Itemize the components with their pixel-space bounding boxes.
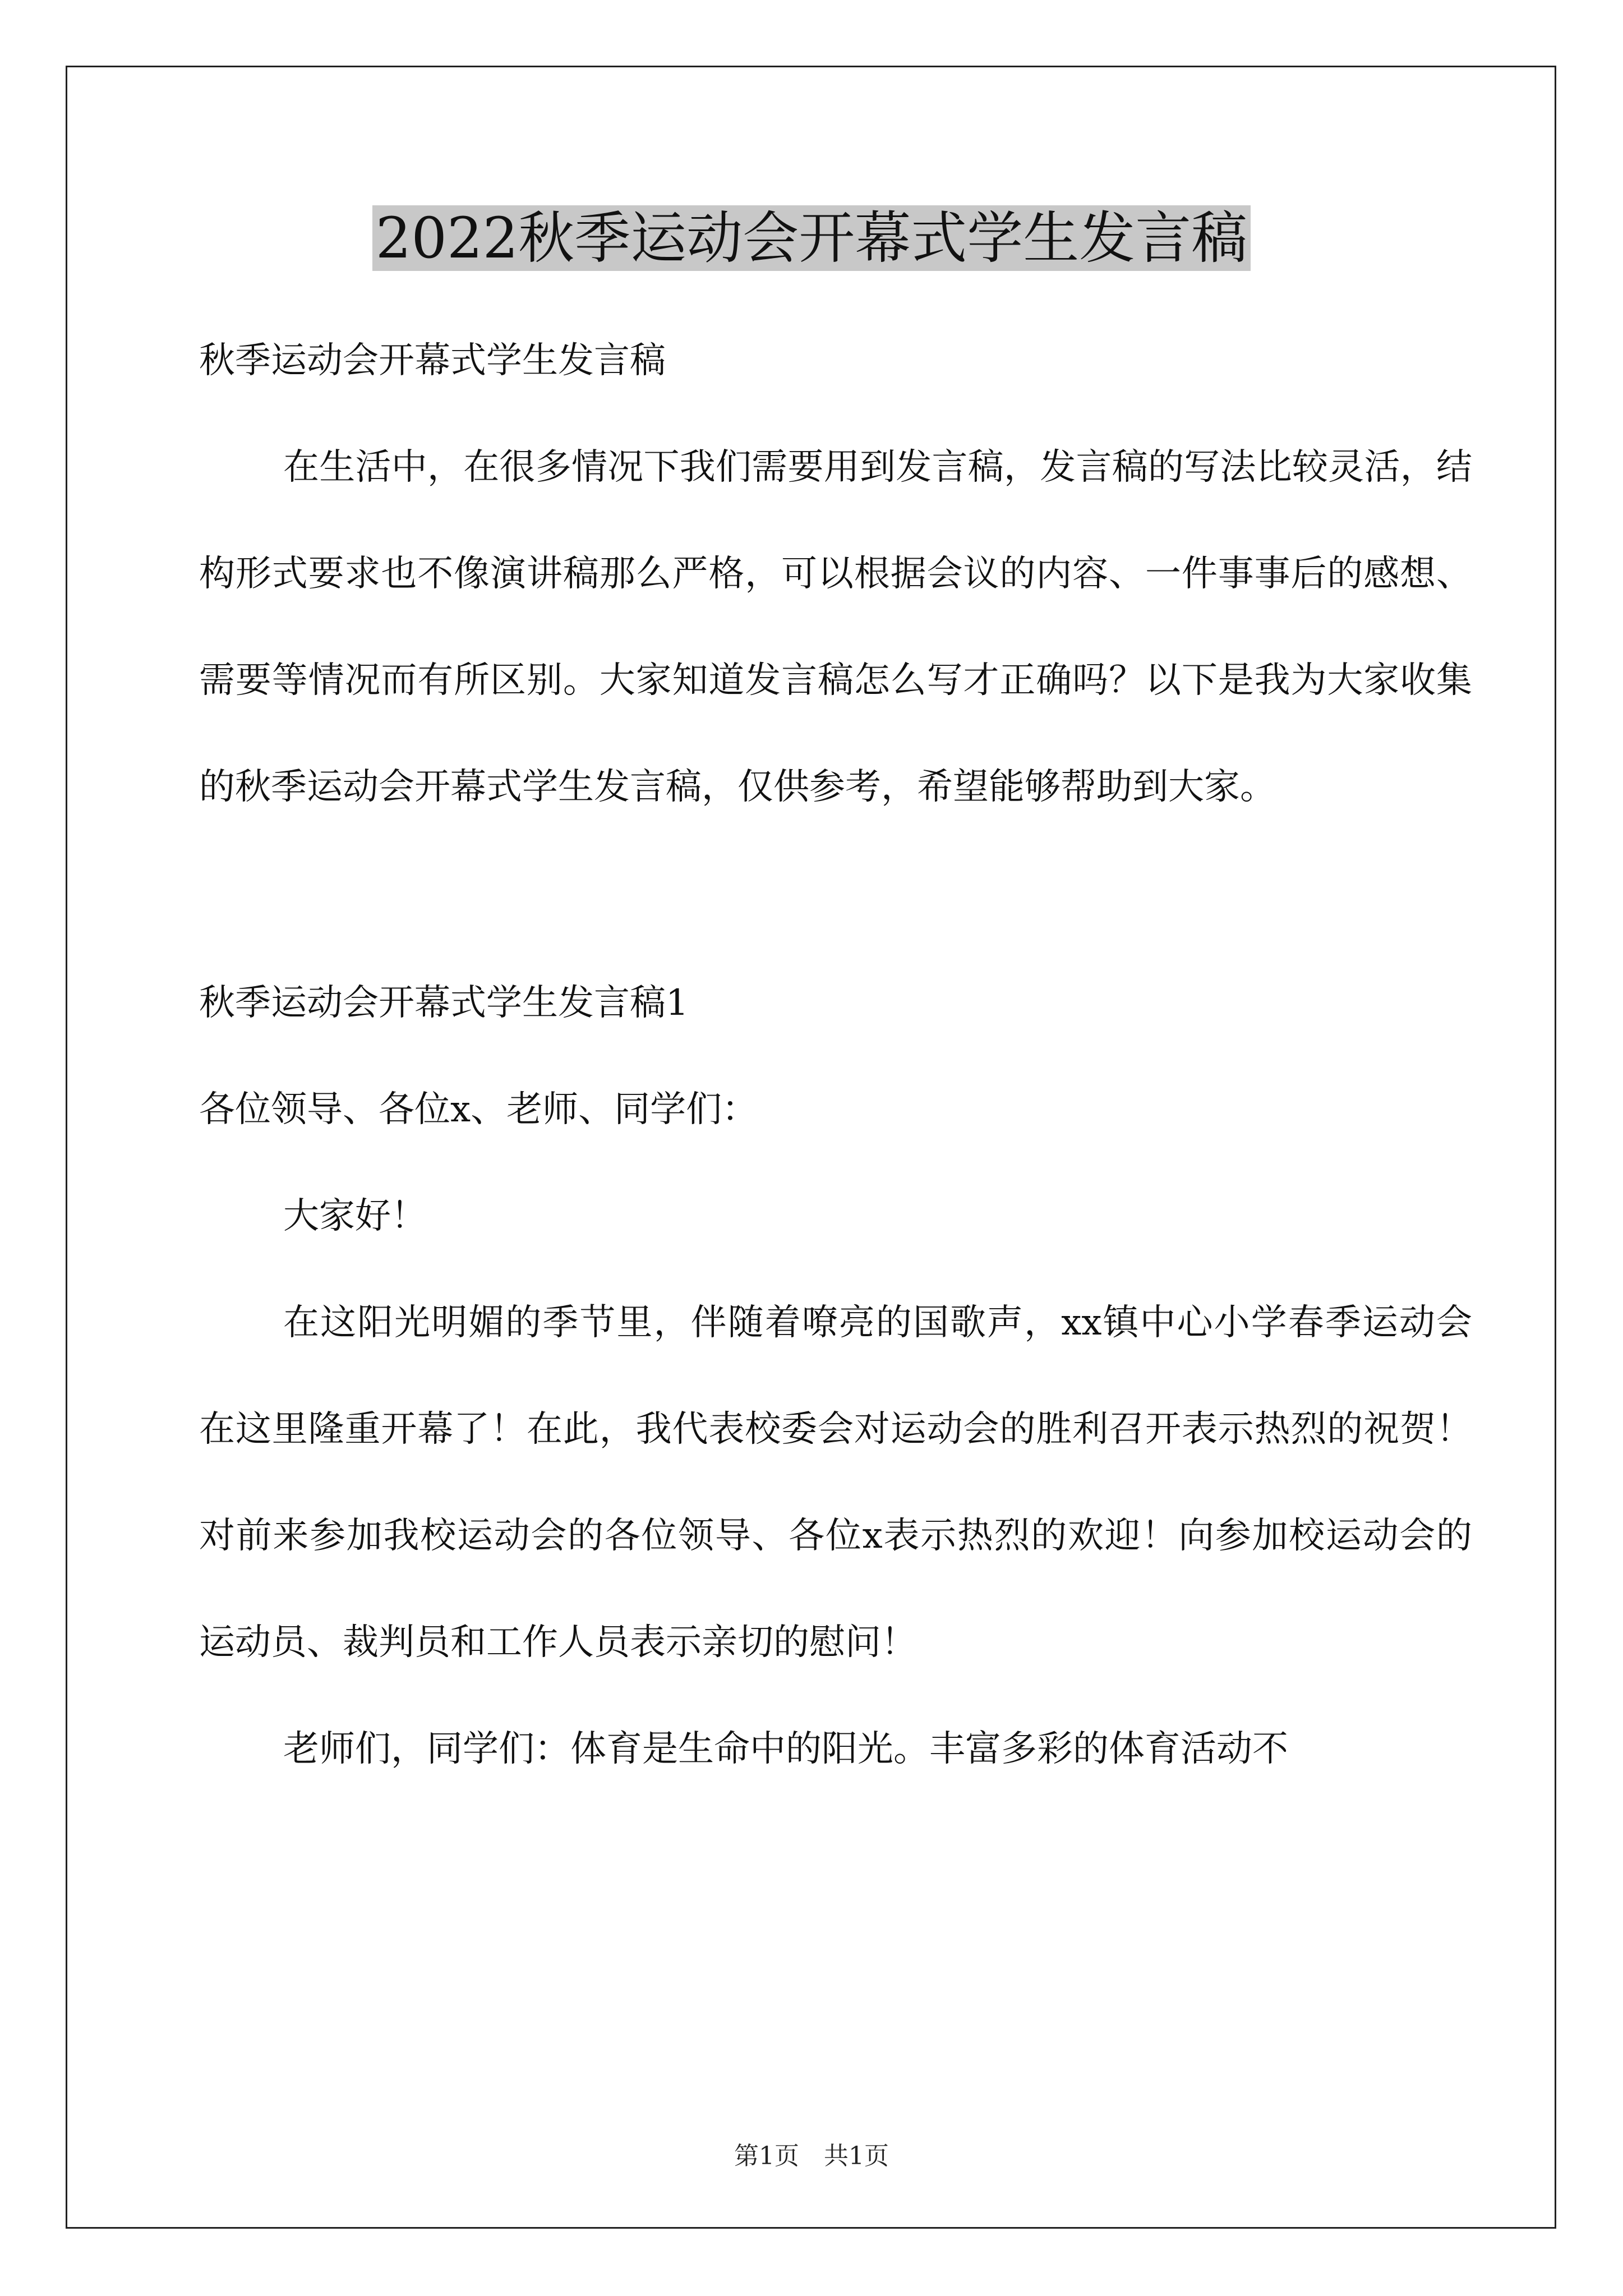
document-body xyxy=(199,307,1472,1802)
greeting: 大家好！ xyxy=(283,1195,427,1237)
document-title xyxy=(0,202,1623,275)
body-paragraph-1: 在这阳光明媚的季节里，伴随着嘹亮的国歌声，xx镇中心小学春季运动会在这里隆重开幕了！在此，我代表校委会对运动会的胜利召开表示热烈的祝贺！对前来参加我校运动会的各位领导、各位x表示热烈的欢迎！向参加校运动会的运动员、裁判员和工作人员表示亲切的慰问！ xyxy=(199,1302,1472,1663)
section-gap xyxy=(199,840,1472,950)
page-footer: 第1页 共1页 xyxy=(734,2142,889,2170)
document-title-text: 2022秋季运动会开幕式学生发言稿 xyxy=(372,205,1251,271)
salutation: 各位领导、各位x、老师、同学们： xyxy=(199,1089,758,1130)
document-subtitle: 秋季运动会开幕式学生发言稿 xyxy=(199,340,666,381)
intro-paragraph: 在生活中，在很多情况下我们需要用到发言稿，发言稿的写法比较灵活，结构形式要求也不像演讲稿那么严格，可以根据会议的内容、一件事事后的感想、需要等情况而有所区别。大家知道发言稿怎么写才正确吗？以下是我为大家收集的秋季运动会开幕式学生发言稿，仅供参考，希望能够帮助到大家。 xyxy=(199,447,1472,808)
section-heading: 秋季运动会开幕式学生发言稿1 xyxy=(199,982,689,1024)
body-paragraph-2: 老师们，同学们：体育是生命中的阳光。丰富多彩的体育活动不 xyxy=(283,1728,1288,1770)
